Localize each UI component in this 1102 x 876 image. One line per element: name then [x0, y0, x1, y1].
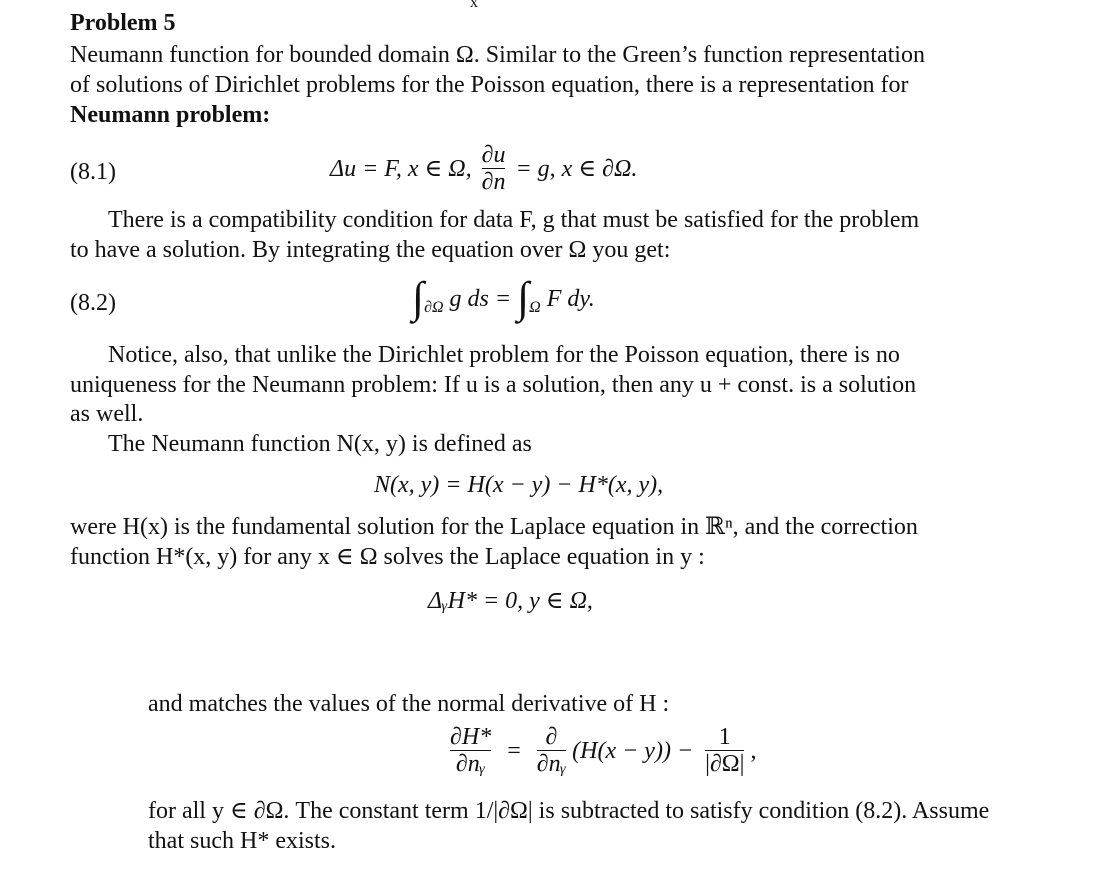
matching-line-3: that such H* exists. — [148, 828, 336, 854]
intro-line-1: Neumann function for bounded domain Ω. Similar to the Green’s function representation — [70, 42, 925, 68]
matching-line-2: for all y ∈ ∂Ω. The constant term 1/|∂Ω| is subtracted to satisfy condition (8.2). Assume — [148, 798, 990, 824]
eq-8-2-sub1: ∂Ω — [424, 298, 444, 316]
compat-line-1: There is a compatibility condition for data F, g that must be satisfied for the problem — [108, 207, 920, 233]
integral-sign: ∫ — [517, 273, 530, 322]
rhs-tail: , — [750, 737, 757, 764]
mid-fraction — [537, 724, 566, 777]
eq-8-1-label: (8.1) — [70, 159, 116, 185]
mid-den: ∂nᵧ — [536, 751, 567, 777]
eq-8-1-den: ∂n — [481, 169, 506, 195]
problem-title: Problem 5 — [70, 10, 176, 36]
rhs-fraction — [705, 724, 744, 777]
eq-8-1-fraction — [482, 142, 506, 195]
lhs-fraction — [450, 724, 491, 777]
eq-8-2-body2: F dy. — [546, 286, 595, 312]
lhs-den: ∂nᵧ — [450, 750, 491, 777]
neumann-line-1: The Neumann function N(x, y) is defined as — [108, 431, 532, 457]
mid-num: ∂ — [545, 724, 558, 750]
integral-sign: ∫ — [412, 273, 425, 322]
intro-bold: Neumann problem: — [70, 102, 271, 128]
notice-line-2: uniqueness for the Neumann problem: If u is a solution, then any u + const. is a solution — [70, 372, 917, 398]
intro-line-2: of solutions of Dirichlet problems for the Poisson equation, there is a representation for — [70, 72, 909, 98]
eq-8-2 — [412, 272, 595, 328]
rhs-num: 1 — [718, 724, 731, 750]
eq-8-1-num: ∂u — [481, 142, 506, 168]
notice-line-1: Notice, also, that unlike the Dirichlet problem for the Poisson equation, there is no — [108, 342, 900, 368]
mid-tail: (H(x − y)) − — [572, 737, 694, 764]
eq-8-2-sub2: Ω — [529, 298, 541, 316]
equals-sign: = — [507, 737, 521, 764]
eq-8-2-body: g ds = — [449, 286, 512, 312]
eq-8-2-label: (8.2) — [70, 290, 116, 316]
matching-line-1: and matches the values of the normal derivative of H : — [148, 691, 670, 717]
compat-line-2: to have a solution. By integrating the equation over Ω you get: — [70, 237, 671, 263]
lhs-num: ∂H* — [450, 724, 492, 750]
laplace-equation: ΔᵧH* = 0, y ∈ Ω, — [428, 588, 593, 614]
rhs-den: |∂Ω| — [705, 751, 745, 777]
neumann-line-2: were H(x) is the fundamental solution for the Laplace equation in ℝⁿ, and the correction — [70, 514, 918, 540]
notice-line-3: as well. — [70, 401, 144, 427]
eq-8-1 — [330, 142, 637, 195]
neumann-formula: N(x, y) = H(x − y) − H*(x, y), — [374, 472, 664, 498]
eq-8-1-right: = g, x ∈ ∂Ω. — [515, 155, 638, 182]
matching-equation — [450, 724, 756, 777]
neumann-line-3: function H*(x, y) for any x ∈ Ω solves the Laplace equation in y : — [70, 544, 705, 570]
eq-8-1-left: Δu = F, x ∈ Ω, — [330, 155, 472, 182]
stray-mark: x — [470, 0, 478, 11]
